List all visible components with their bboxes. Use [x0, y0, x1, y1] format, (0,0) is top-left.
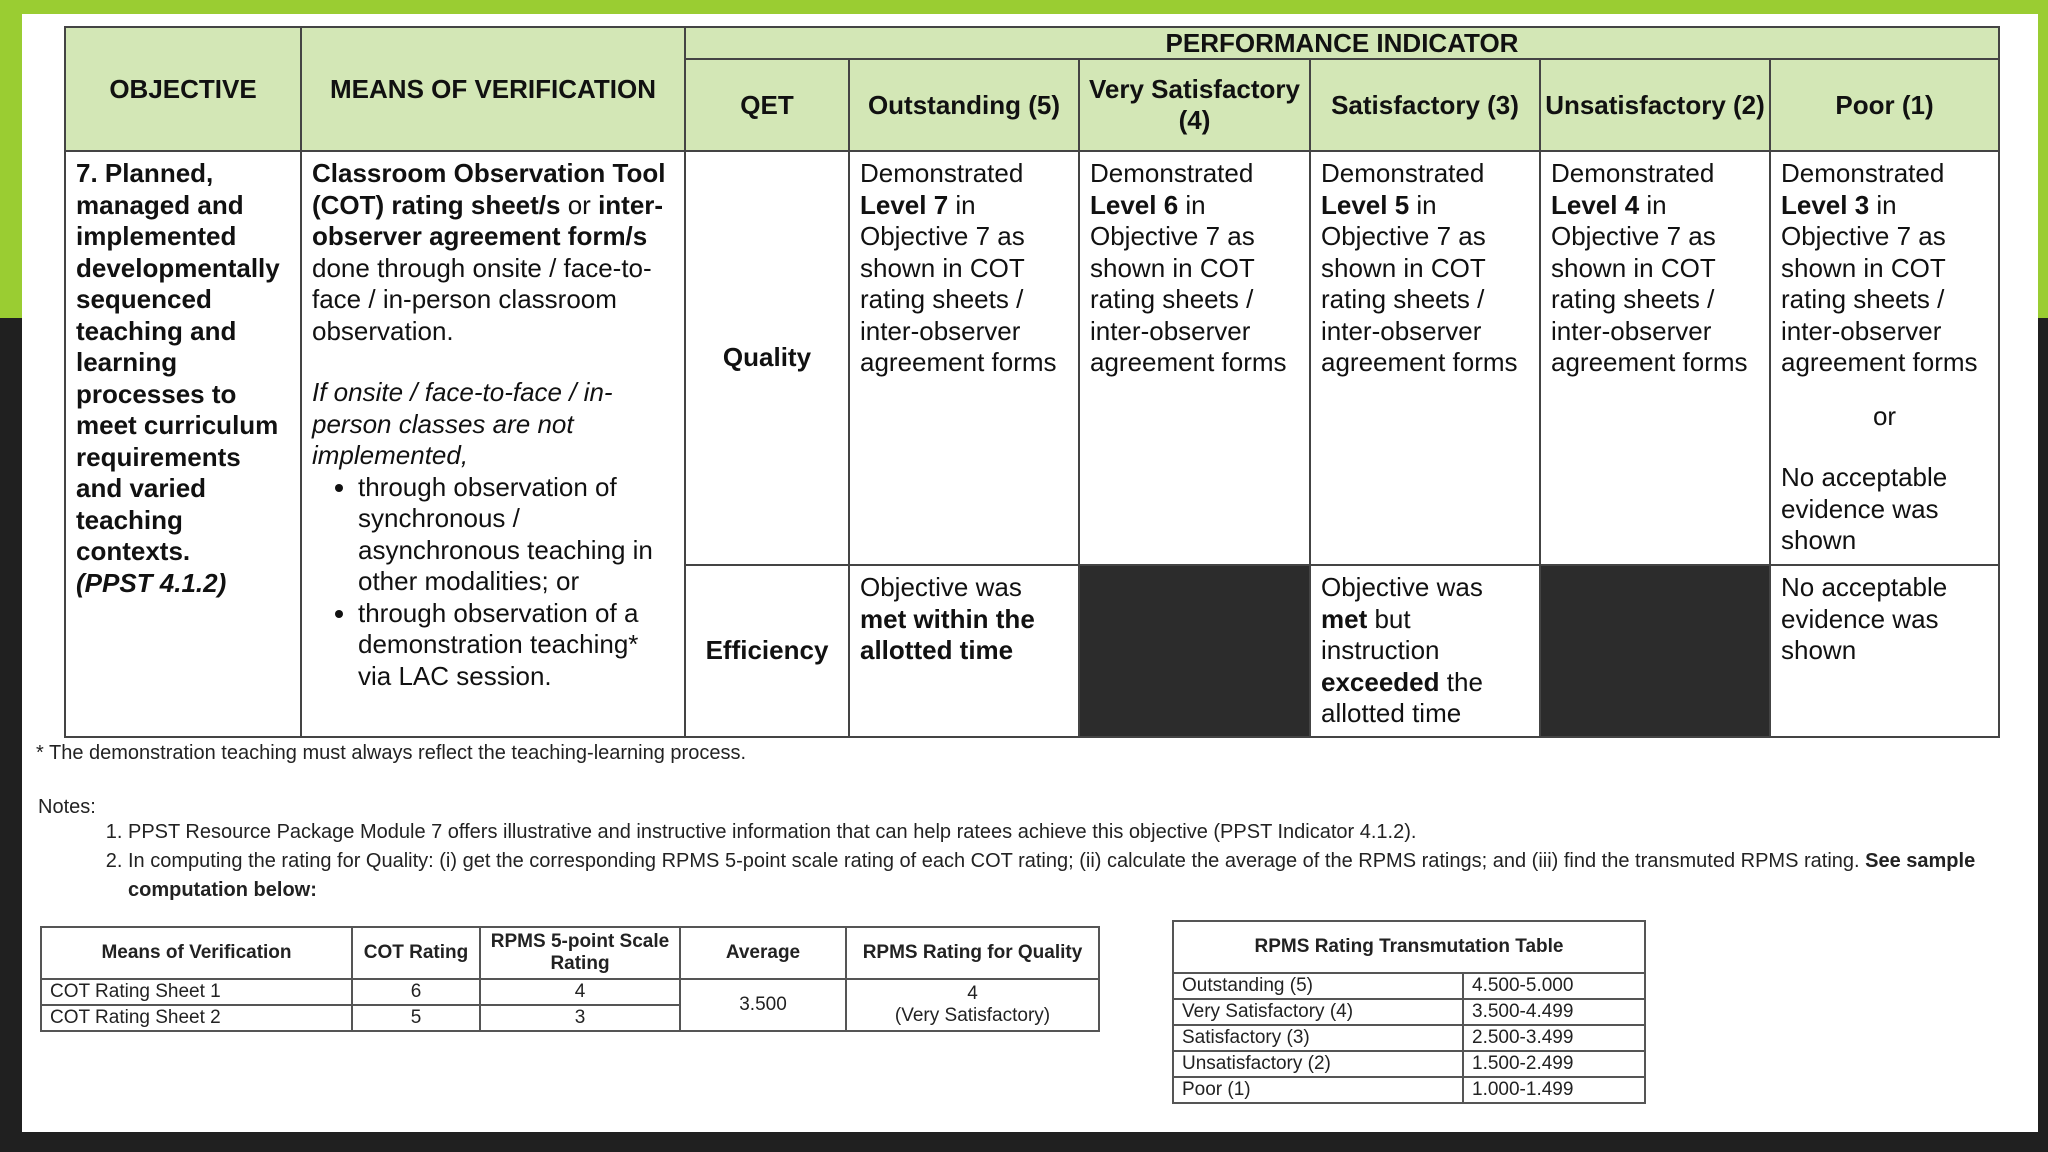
footnote: * The demonstration teaching must always reflect the teaching-learning process. [36, 742, 747, 764]
transmutation-rating: Outstanding (5) [1173, 973, 1463, 999]
header-means-of-verification: MEANS OF VERIFICATION [301, 27, 685, 151]
header-unsatisfactory: Unsatisfactory (2) [1540, 59, 1770, 151]
transmutation-rating: Satisfactory (3) [1173, 1025, 1463, 1051]
quality-poor: Demonstrated Level 3 in Objective 7 as shown in COT rating sheets / inter-observer agreement forms or No acceptable evidence was shown [1770, 151, 1999, 565]
efficiency-very-satisfactory-shaded [1079, 565, 1310, 737]
computation-quality-rating: 4 (Very Satisfactory) [846, 979, 1099, 1031]
computation-average: 3.500 [680, 979, 846, 1031]
transmutation-table [1172, 920, 1646, 1104]
objective-text: 7. Planned, managed and implemented developmentally sequenced teaching and learning processes to meet curriculum requirements and varied teaching contexts. [76, 158, 280, 566]
computation-rpms-rating: 4 [480, 979, 680, 1005]
quality-poor-or: or [1872, 400, 1897, 431]
slide [22, 14, 2038, 1132]
efficiency-outstanding: Objective was met within the allotted time [849, 565, 1079, 737]
efficiency-unsatisfactory-shaded [1540, 565, 1770, 737]
transmutation-range: 1.500-2.499 [1463, 1051, 1645, 1077]
transmutation-rating: Unsatisfactory (2) [1173, 1051, 1463, 1077]
header-poor: Poor (1) [1770, 59, 1999, 151]
efficiency-poor: No acceptable evidence was shown [1770, 565, 1999, 737]
efficiency-satisfactory: Objective was met but instruction exceeded the allotted time [1310, 565, 1540, 737]
transmutation-rating: Very Satisfactory (4) [1173, 999, 1463, 1025]
computation-mov: COT Rating Sheet 1 [41, 979, 352, 1005]
note-item: 2. In computing the rating for Quality: (i) get the corresponding RPMS 5-point scale rating of each COT rating; (ii) calculate the average of the RPMS ratings; and (iii) find the transmuted RPMS rating. See sample computation below: [128, 847, 2038, 905]
header-performance-indicator: PERFORMANCE INDICATOR [685, 27, 1999, 59]
transmutation-range: 1.000-1.499 [1463, 1077, 1645, 1103]
quality-outstanding: Demonstrated Level 7 in Objective 7 as shown in COT rating sheets / inter-observer agreement forms [849, 151, 1079, 565]
header-very-satisfactory: Very Satisfactory (4) [1079, 59, 1310, 151]
computation-header: COT Rating [352, 927, 480, 979]
quality-very-satisfactory: Demonstrated Level 6 in Objective 7 as shown in COT rating sheets / inter-observer agreement forms [1079, 151, 1310, 565]
computation-header: RPMS 5-point Scale Rating [480, 927, 680, 979]
performance-indicator-table [64, 26, 2000, 738]
means-bullet: • through observation of synchronous / asynchronous teaching in other modalities; or [358, 472, 674, 598]
computation-rpms-rating: 3 [480, 1005, 680, 1031]
computation-cot-rating: 5 [352, 1005, 480, 1031]
computation-header: Average [680, 927, 846, 979]
transmutation-range: 4.500-5.000 [1463, 973, 1645, 999]
computation-header: RPMS Rating for Quality [846, 927, 1099, 979]
transmutation-title: RPMS Rating Transmutation Table [1173, 921, 1645, 973]
computation-cot-rating: 6 [352, 979, 480, 1005]
objective-reference: (PPST 4.1.2) [76, 567, 227, 598]
means-of-verification-cell [301, 151, 685, 737]
transmutation-rating: Poor (1) [1173, 1077, 1463, 1103]
means-primary-text: Classroom Observation Tool (COT) rating sheet/s or inter-observer agreement form/s done through onsite / face-to-face / in-person classroom observation. [312, 158, 666, 346]
quality-satisfactory: Demonstrated Level 5 in Objective 7 as shown in COT rating sheets / inter-observer agreement forms [1310, 151, 1540, 565]
note-item: 1. PPST Resource Package Module 7 offers illustrative and instructive information that can help ratees achieve this objective (PPST Indicator 4.1.2). [128, 818, 2038, 847]
objective-cell [65, 151, 301, 737]
quality-unsatisfactory: Demonstrated Level 4 in Objective 7 as shown in COT rating sheets / inter-observer agreement forms [1540, 151, 1770, 565]
means-bullet-list [312, 472, 674, 693]
transmutation-range: 3.500-4.499 [1463, 999, 1645, 1025]
transmutation-range: 2.500-3.499 [1463, 1025, 1645, 1051]
header-outstanding: Outstanding (5) [849, 59, 1079, 151]
header-qet: QET [685, 59, 849, 151]
quality-poor-alternative: No acceptable evidence was shown [1781, 462, 1948, 555]
sample-computation-table [40, 926, 1100, 1032]
header-satisfactory: Satisfactory (3) [1310, 59, 1540, 151]
notes-list [86, 818, 2038, 905]
means-bullet: • through observation of a demonstration teaching* via LAC session. [358, 598, 674, 693]
qet-quality-label: Quality [685, 151, 849, 565]
qet-efficiency-label: Efficiency [685, 565, 849, 737]
computation-mov: COT Rating Sheet 2 [41, 1005, 352, 1031]
means-alternative-intro: If onsite / face-to-face / in-person classes are not implemented, [312, 377, 613, 470]
header-objective: OBJECTIVE [65, 27, 301, 151]
computation-header: Means of Verification [41, 927, 352, 979]
notes-title: Notes: [38, 796, 96, 818]
